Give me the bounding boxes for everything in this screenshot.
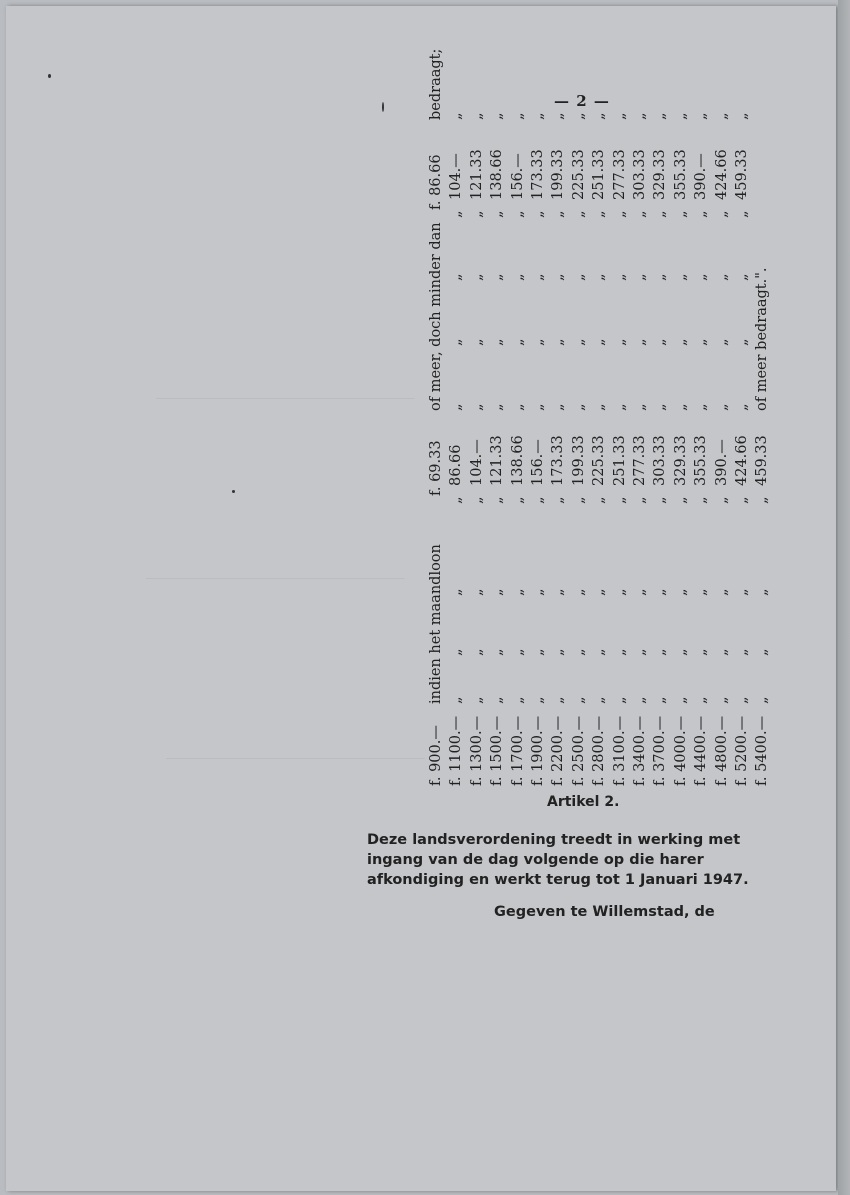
ditto-mark: „ bbox=[509, 112, 526, 120]
ditto-mark: „ bbox=[509, 696, 526, 704]
ditto-mark: „ bbox=[611, 648, 628, 656]
ditto-mark: „ bbox=[468, 112, 485, 120]
row-amount-b: 173.33 bbox=[530, 149, 546, 200]
row-amount-a: 251.33 bbox=[611, 435, 628, 486]
ditto-mark: „ bbox=[734, 112, 750, 120]
ditto-mark: „ bbox=[448, 588, 465, 596]
row-amount-b: 459.33 bbox=[734, 149, 750, 200]
ditto-mark: „ bbox=[530, 696, 546, 704]
ditto-mark: „ bbox=[468, 648, 485, 656]
row-amount-b: 277.33 bbox=[611, 149, 628, 200]
ditto-mark: „ bbox=[550, 648, 567, 656]
speck bbox=[232, 490, 235, 493]
ditto-mark: „ bbox=[754, 648, 771, 656]
last-tail: of meer bedraagt.". bbox=[754, 267, 771, 411]
ditto-mark: „ bbox=[734, 696, 750, 704]
row-amount-a: 199.33 bbox=[570, 435, 587, 486]
ditto-mark: „ bbox=[611, 210, 628, 218]
ditto-mark: „ bbox=[652, 648, 669, 656]
row-from: f. 1500.— bbox=[489, 715, 506, 786]
ditto-mark: „ bbox=[468, 696, 485, 704]
speck bbox=[382, 102, 384, 112]
ditto-mark: „ bbox=[713, 588, 730, 596]
row-from: f. 5200.— bbox=[734, 715, 750, 786]
row-amount-b: 199.33 bbox=[550, 149, 567, 200]
ditto-mark: „ bbox=[468, 588, 485, 596]
row-from: f. 1700.— bbox=[509, 715, 526, 786]
row-amount-a: 303.33 bbox=[652, 435, 669, 486]
ditto-mark: „ bbox=[611, 696, 628, 704]
ditto-mark: „ bbox=[632, 210, 648, 218]
ditto-mark: „ bbox=[611, 338, 628, 346]
ditto-mark: „ bbox=[591, 648, 608, 656]
ditto-mark: „ bbox=[550, 273, 567, 281]
ditto-mark: „ bbox=[468, 273, 485, 281]
ditto-mark: „ bbox=[550, 496, 567, 504]
ditto-mark: „ bbox=[652, 496, 669, 504]
row-amount-b: 121.33 bbox=[468, 149, 485, 200]
ditto-mark: „ bbox=[672, 112, 689, 120]
ditto-mark: „ bbox=[591, 338, 608, 346]
signoff-line: Gegeven te Willemstad, de bbox=[494, 904, 715, 920]
page-edge bbox=[838, 0, 850, 1195]
show-through-text: _______________________________________________ bbox=[166, 746, 425, 759]
ditto-mark: „ bbox=[632, 112, 648, 120]
row-amount-b: 424.66 bbox=[713, 149, 730, 200]
ditto-mark: „ bbox=[530, 403, 546, 411]
ditto-mark: „ bbox=[489, 403, 506, 411]
ditto-mark: „ bbox=[448, 696, 465, 704]
ditto-mark: „ bbox=[489, 588, 506, 596]
row-from: f. 2800.— bbox=[591, 715, 608, 786]
ditto-mark: „ bbox=[468, 403, 485, 411]
row-amount-a: 355.33 bbox=[693, 435, 710, 486]
ditto-mark: „ bbox=[468, 338, 485, 346]
ditto-mark: „ bbox=[570, 273, 587, 281]
ditto-mark: „ bbox=[611, 273, 628, 281]
rotated-salary-table bbox=[426, 48, 771, 786]
ditto-mark: „ bbox=[530, 648, 546, 656]
article-paragraph: Deze landsverordening treedt in werking met ingang van de dag volgende op die harer afkondiging en werkt terug tot 1 Januari 1947. bbox=[367, 832, 749, 888]
ditto-mark: „ bbox=[509, 648, 526, 656]
header-from: f. 900.— bbox=[428, 725, 444, 786]
ditto-mark: „ bbox=[672, 338, 689, 346]
row-amount-b: 225.33 bbox=[570, 149, 587, 200]
ditto-mark: „ bbox=[509, 588, 526, 596]
row-amount-b: 303.33 bbox=[632, 149, 648, 200]
ditto-mark: „ bbox=[713, 112, 730, 120]
ditto-mark: „ bbox=[530, 210, 546, 218]
row-amount-a: 86.66 bbox=[448, 444, 465, 486]
ditto-mark: „ bbox=[448, 403, 465, 411]
ditto-mark: „ bbox=[530, 112, 546, 120]
ditto-mark: „ bbox=[632, 496, 648, 504]
ditto-mark: „ bbox=[632, 338, 648, 346]
ditto-mark: „ bbox=[591, 210, 608, 218]
ditto-mark: „ bbox=[734, 338, 750, 346]
ditto-mark: „ bbox=[570, 648, 587, 656]
row-amount-b: 251.33 bbox=[591, 149, 608, 200]
ditto-mark: „ bbox=[509, 338, 526, 346]
ditto-mark: „ bbox=[713, 273, 730, 281]
ditto-mark: „ bbox=[672, 403, 689, 411]
ditto-mark: „ bbox=[468, 210, 485, 218]
ditto-mark: „ bbox=[550, 210, 567, 218]
ditto-mark: „ bbox=[632, 588, 648, 596]
header-to-amount: f. 86.66 bbox=[428, 154, 444, 210]
row-amount-a: 156.— bbox=[530, 439, 546, 486]
row-amount-b: 156.— bbox=[509, 153, 526, 200]
ditto-mark: „ bbox=[734, 210, 750, 218]
ditto-mark: „ bbox=[550, 338, 567, 346]
ditto-mark: „ bbox=[734, 496, 750, 504]
ditto-mark: „ bbox=[509, 496, 526, 504]
ditto-mark: „ bbox=[570, 112, 587, 120]
row-amount-a: 424.66 bbox=[734, 435, 750, 486]
show-through-text: _______________________________________________ bbox=[146, 566, 405, 579]
ditto-mark: „ bbox=[468, 496, 485, 504]
header-of-meer: of meer, doch minder dan bbox=[428, 222, 444, 411]
ditto-mark: „ bbox=[489, 496, 506, 504]
ditto-mark: „ bbox=[611, 588, 628, 596]
ditto-mark: „ bbox=[489, 696, 506, 704]
ditto-mark: „ bbox=[632, 273, 648, 281]
ditto-mark: „ bbox=[611, 403, 628, 411]
row-from: f. 2200.— bbox=[550, 715, 567, 786]
row-from: f. 2500.— bbox=[570, 715, 587, 786]
row-from: f. 4400.— bbox=[693, 715, 710, 786]
page-number: — 2 — bbox=[554, 92, 610, 110]
ditto-mark: „ bbox=[489, 273, 506, 281]
ditto-mark: „ bbox=[754, 496, 771, 504]
ditto-mark: „ bbox=[652, 112, 669, 120]
ditto-mark: „ bbox=[550, 696, 567, 704]
ditto-mark: „ bbox=[652, 403, 669, 411]
ditto-mark: „ bbox=[509, 403, 526, 411]
ditto-mark: „ bbox=[652, 273, 669, 281]
row-amount-b: 138.66 bbox=[489, 149, 506, 200]
ditto-mark: „ bbox=[530, 588, 546, 596]
ditto-mark: „ bbox=[591, 403, 608, 411]
row-from: f. 1900.— bbox=[530, 715, 546, 786]
header-bedraagt: bedraagt; bbox=[428, 48, 444, 120]
ditto-mark: „ bbox=[693, 403, 710, 411]
ditto-mark: „ bbox=[652, 210, 669, 218]
ditto-mark: „ bbox=[570, 696, 587, 704]
ditto-mark: „ bbox=[734, 273, 750, 281]
ditto-mark: „ bbox=[489, 112, 506, 120]
ditto-mark: „ bbox=[672, 210, 689, 218]
ditto-mark: „ bbox=[550, 403, 567, 411]
row-amount-a: 225.33 bbox=[591, 435, 608, 486]
show-through-text: _______________________________________________ bbox=[156, 386, 415, 399]
row-amount-a: 173.33 bbox=[550, 435, 567, 486]
ditto-mark: „ bbox=[734, 648, 750, 656]
row-amount-a: 104.— bbox=[468, 439, 485, 486]
ditto-mark: „ bbox=[489, 210, 506, 218]
ditto-mark: „ bbox=[713, 338, 730, 346]
ditto-mark: „ bbox=[713, 403, 730, 411]
ditto-mark: „ bbox=[550, 588, 567, 596]
ditto-mark: „ bbox=[652, 588, 669, 596]
ditto-mark: „ bbox=[591, 112, 608, 120]
ditto-mark: „ bbox=[570, 496, 587, 504]
row-from: f. 3100.— bbox=[611, 715, 628, 786]
ditto-mark: „ bbox=[693, 496, 710, 504]
row-amount-b: 104.— bbox=[448, 153, 465, 200]
header-from-amount: f. 69.33 bbox=[428, 440, 444, 496]
ditto-mark: „ bbox=[530, 496, 546, 504]
speck bbox=[48, 74, 51, 78]
ditto-mark: „ bbox=[448, 338, 465, 346]
document-page bbox=[6, 6, 836, 1191]
row-amount-a: 329.33 bbox=[672, 435, 689, 486]
ditto-mark: „ bbox=[530, 338, 546, 346]
ditto-mark: „ bbox=[652, 696, 669, 704]
ditto-mark: „ bbox=[591, 696, 608, 704]
ditto-mark: „ bbox=[632, 403, 648, 411]
ditto-mark: „ bbox=[570, 210, 587, 218]
ditto-mark: „ bbox=[570, 403, 587, 411]
ditto-mark: „ bbox=[713, 210, 730, 218]
row-amount-a: 121.33 bbox=[489, 435, 506, 486]
row-from: f. 3400.— bbox=[632, 715, 648, 786]
ditto-mark: „ bbox=[734, 403, 750, 411]
last-from: f. 5400.— bbox=[754, 715, 771, 786]
ditto-mark: „ bbox=[734, 588, 750, 596]
ditto-mark: „ bbox=[754, 696, 771, 704]
ditto-mark: „ bbox=[693, 112, 710, 120]
row-amount-b: 390.— bbox=[693, 153, 710, 200]
row-from: f. 4800.— bbox=[713, 715, 730, 786]
ditto-mark: „ bbox=[570, 588, 587, 596]
ditto-mark: „ bbox=[448, 210, 465, 218]
last-amount: 459.33 bbox=[754, 435, 771, 486]
ditto-mark: „ bbox=[591, 273, 608, 281]
ditto-mark: „ bbox=[672, 496, 689, 504]
ditto-mark: „ bbox=[509, 273, 526, 281]
ditto-mark: „ bbox=[672, 696, 689, 704]
ditto-mark: „ bbox=[713, 648, 730, 656]
ditto-mark: „ bbox=[489, 338, 506, 346]
ditto-mark: „ bbox=[530, 273, 546, 281]
row-from: f. 4000.— bbox=[672, 715, 689, 786]
row-amount-a: 277.33 bbox=[632, 435, 648, 486]
ditto-mark: „ bbox=[672, 588, 689, 596]
ditto-mark: „ bbox=[611, 112, 628, 120]
ditto-mark: „ bbox=[611, 496, 628, 504]
row-amount-b: 355.33 bbox=[672, 149, 689, 200]
ditto-mark: „ bbox=[693, 648, 710, 656]
ditto-mark: „ bbox=[448, 648, 465, 656]
ditto-mark: „ bbox=[448, 273, 465, 281]
ditto-mark: „ bbox=[550, 112, 567, 120]
row-from: f. 1300.— bbox=[468, 715, 485, 786]
ditto-mark: „ bbox=[652, 338, 669, 346]
row-from: f. 1100.— bbox=[448, 715, 465, 786]
ditto-mark: „ bbox=[448, 496, 465, 504]
row-amount-a: 390.— bbox=[713, 439, 730, 486]
ditto-mark: „ bbox=[591, 496, 608, 504]
article-title: Artikel 2. bbox=[547, 794, 620, 810]
row-amount-a: 138.66 bbox=[509, 435, 526, 486]
ditto-mark: „ bbox=[693, 210, 710, 218]
ditto-mark: „ bbox=[489, 648, 506, 656]
ditto-mark: „ bbox=[591, 588, 608, 596]
row-from: f. 3700.— bbox=[652, 715, 669, 786]
ditto-mark: „ bbox=[693, 588, 710, 596]
ditto-mark: „ bbox=[693, 338, 710, 346]
header-indien: indien het maandloon bbox=[428, 544, 444, 704]
ditto-mark: „ bbox=[713, 496, 730, 504]
ditto-mark: „ bbox=[713, 696, 730, 704]
ditto-mark: „ bbox=[693, 696, 710, 704]
row-amount-b: 329.33 bbox=[652, 149, 669, 200]
ditto-mark: „ bbox=[632, 648, 648, 656]
ditto-mark: „ bbox=[509, 210, 526, 218]
ditto-mark: „ bbox=[632, 696, 648, 704]
ditto-mark: „ bbox=[672, 648, 689, 656]
ditto-mark: „ bbox=[672, 273, 689, 281]
ditto-mark: „ bbox=[448, 112, 465, 120]
ditto-mark: „ bbox=[570, 338, 587, 346]
ditto-mark: „ bbox=[754, 588, 771, 596]
ditto-mark: „ bbox=[693, 273, 710, 281]
